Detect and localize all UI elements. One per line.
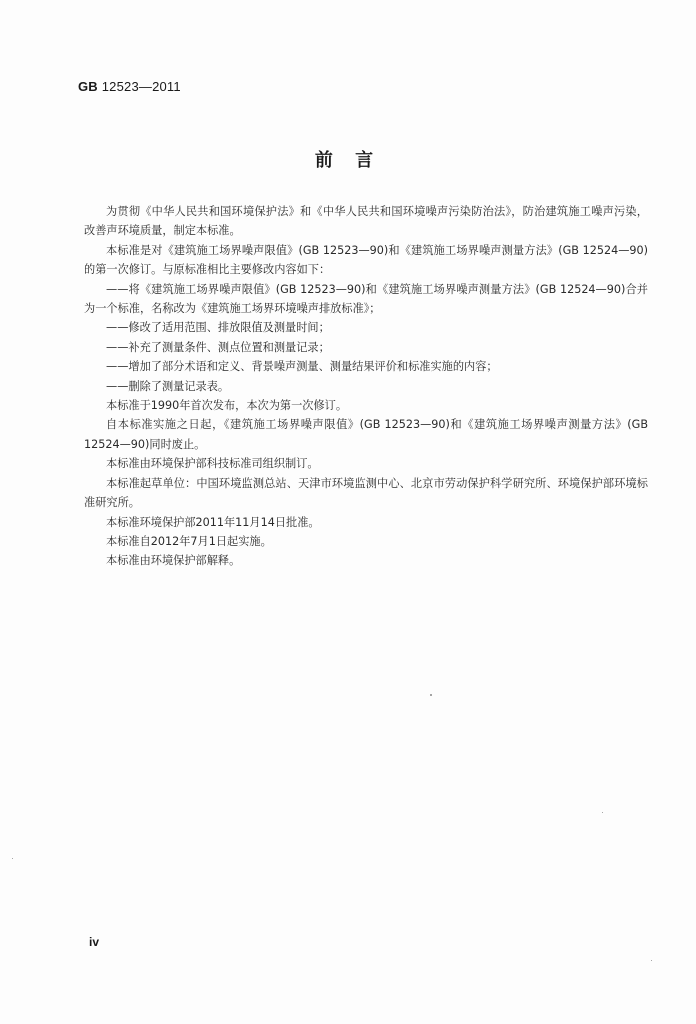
scan-speck	[651, 960, 652, 961]
paragraph: 本标准是对《建筑施工场界噪声限值》(GB 12523—90)和《建筑施工场界噪声测量方法》(GB 12524—90)的第一次修订。与原标准相比主要修改内容如下：	[84, 243, 648, 277]
list-item: ——增加了部分术语和定义、背景噪声测量、测量结果评价和标准实施的内容；	[106, 360, 498, 374]
paragraph: 自本标准实施之日起，《建筑施工场界噪声限值》(GB 12523—90)和《建筑施工场界噪声测量方法》(GB 12524—90)同时废止。	[84, 418, 648, 451]
page-title: 前 言	[314, 150, 382, 171]
paragraph: 本标准起草单位：中国环境监测总站、天津市环境监测中心、北京市劳动保护科学研究所、环境保护部环境标准研究所。	[84, 476, 648, 510]
paragraph: 本标准由环境保护部解释。	[106, 554, 241, 568]
scan-speck	[12, 858, 13, 859]
paragraph: 本标准于1990年首次发布，本次为第一次修订。	[106, 399, 348, 413]
standard-prefix: GB	[78, 79, 98, 94]
scan-speck	[602, 812, 603, 813]
page-number: iv	[89, 935, 100, 949]
standard-number: 12523—2011	[101, 79, 181, 94]
paragraph: 本标准自2012年7月1日起实施。	[106, 534, 272, 548]
paragraph: 为贯彻《中华人民共和国环境保护法》和《中华人民共和国环境噪声污染防治法》，防治建筑施工噪声污染，改善声环境质量，制定本标准。	[84, 205, 648, 238]
list-item: ——修改了适用范围、排放限值及测量时间；	[106, 321, 330, 335]
foreword-body	[84, 202, 648, 571]
paragraph: 本标准环境保护部2011年11月14日批准。	[106, 515, 320, 529]
list-item: ——补充了测量条件、测点位置和测量记录；	[106, 340, 330, 354]
standard-code	[78, 79, 181, 94]
list-item: ——将《建筑施工场界噪声限值》(GB 12523—90)和《建筑施工场界噪声测量方法》(GB 12524—90)合并为一个标准，名称改为《建筑施工场界环境噪声排放标准》；	[84, 282, 648, 316]
list-item: ——删除了测量记录表。	[106, 379, 230, 393]
paragraph: 本标准由环境保护部科技标准司组织制订。	[106, 457, 319, 471]
scan-speck	[430, 694, 432, 696]
